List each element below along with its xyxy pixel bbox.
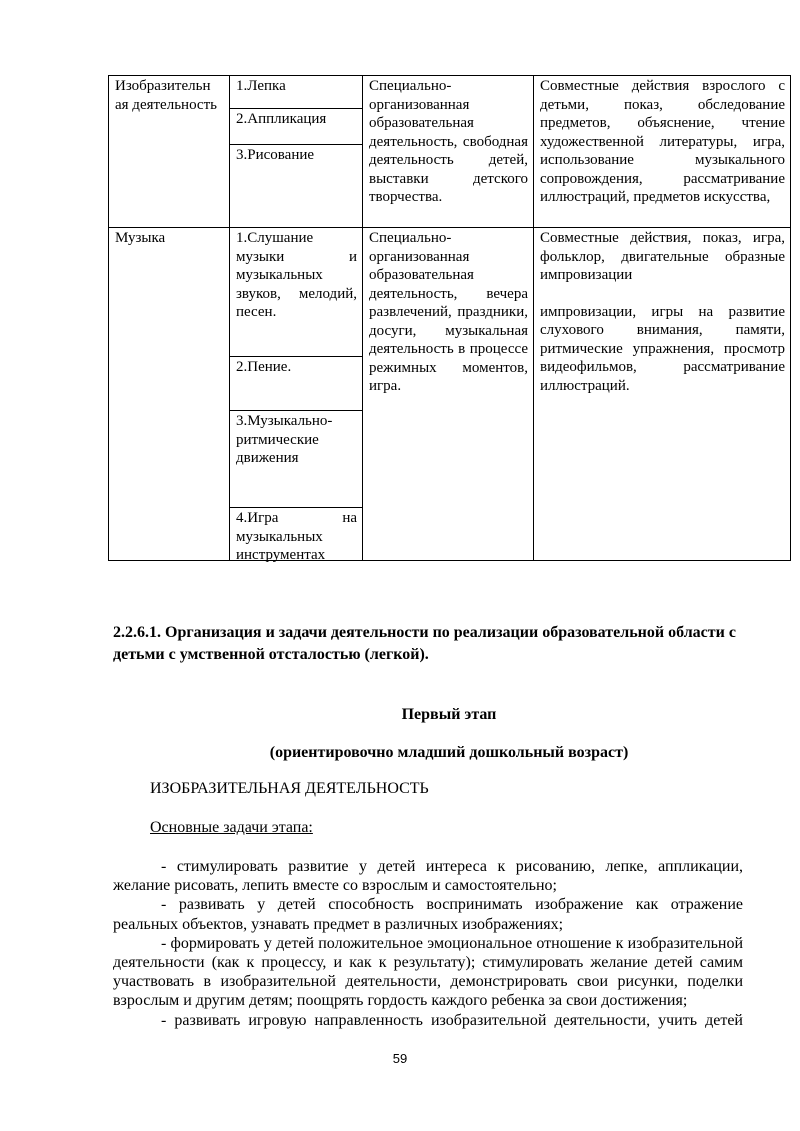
area-cell: Музыка <box>109 228 230 561</box>
task-paragraph: - формировать у детей положительное эмоциональное отношение к изобразительной деятельности (как к процессу, и как к результату); стимулировать желание детей самим участвовать в изобразительной деятельности, демонстрировать свои рисунки, поделки взрослым и другим детям; поощрять гордость каждого ребенка за свои достижения; <box>113 934 743 1010</box>
forms-cell: Специально-организованная образовательная деятельность, вечера развлечений, праздники, досуги, музыкальная деятельность в процессе режимных моментов, игра. <box>363 228 534 561</box>
table-row <box>109 228 791 561</box>
activity-item: 2.Аппликация <box>230 108 362 144</box>
activities-cell <box>230 76 363 228</box>
activity-item: 3.Музыкально-ритмические движения <box>230 410 362 507</box>
section-heading: 2.2.6.1. Организация и задачи деятельности по реализации образовательной области с детьми с умственной отсталостью (легкой). <box>113 624 736 663</box>
area-cell: Изобразительн ая деятельность <box>109 76 230 228</box>
methods-text: импровизации, игры на развитие слухового внимания, памяти, ритмические упражнения, просмотр видеофильмов, рассматривание иллюстраций. <box>540 303 785 394</box>
methods-cell <box>534 228 791 561</box>
page-number: 59 <box>392 1051 408 1066</box>
tasks-list <box>113 857 743 1030</box>
area-title: ИЗОБРАЗИТЕЛЬНАЯ ДЕЯТЕЛЬНОСТЬ <box>150 780 429 797</box>
forms-cell: Специально-организованная образовательная деятельность, свободная деятельность детей, выставки детского творчества. <box>363 76 534 228</box>
stage-title: Первый этап <box>401 706 497 723</box>
methods-cell <box>534 76 791 228</box>
activities-table <box>108 75 791 561</box>
tasks-title: Основные задачи этапа: <box>150 819 313 836</box>
task-paragraph: - стимулировать развитие у детей интереса к рисованию, лепке, аппликации, желание рисовать, лепить вместе со взрослым и самостоятельно; <box>113 858 743 895</box>
activity-item: 2.Пение. <box>230 356 362 410</box>
task-paragraph: - развивать у детей способность воспринимать изображение как отражение реальных объектов, узнавать предмет в различных изображениях; <box>113 896 743 933</box>
activity-item: 1.Слушание музыки и музыкальных звуков, мелодий, песен. <box>236 230 357 320</box>
methods-text: Совместные действия, показ, игра, фольклор, двигательные образные импровизации <box>540 230 785 283</box>
task-paragraph: - развивать игровую направленность изобразительной деятельности, учить детей <box>161 1011 743 1029</box>
methods-text: Совместные действия взрослого с детьми, показ, обследование предметов, объяснение, чтение художественной литературы, игра, использование музыкального сопровождения, рассматривание иллюстраций, предметов искусства, <box>540 78 785 205</box>
activity-item: 4.Игра на музыкальных инструментах <box>230 507 362 560</box>
activities-cell <box>230 228 363 561</box>
activity-item: 3.Рисование <box>230 144 362 224</box>
activity-item: 1.Лепка <box>236 78 286 94</box>
stage-subtitle: (ориентировочно младший дошкольный возраст) <box>269 744 629 761</box>
table-row <box>109 76 791 228</box>
